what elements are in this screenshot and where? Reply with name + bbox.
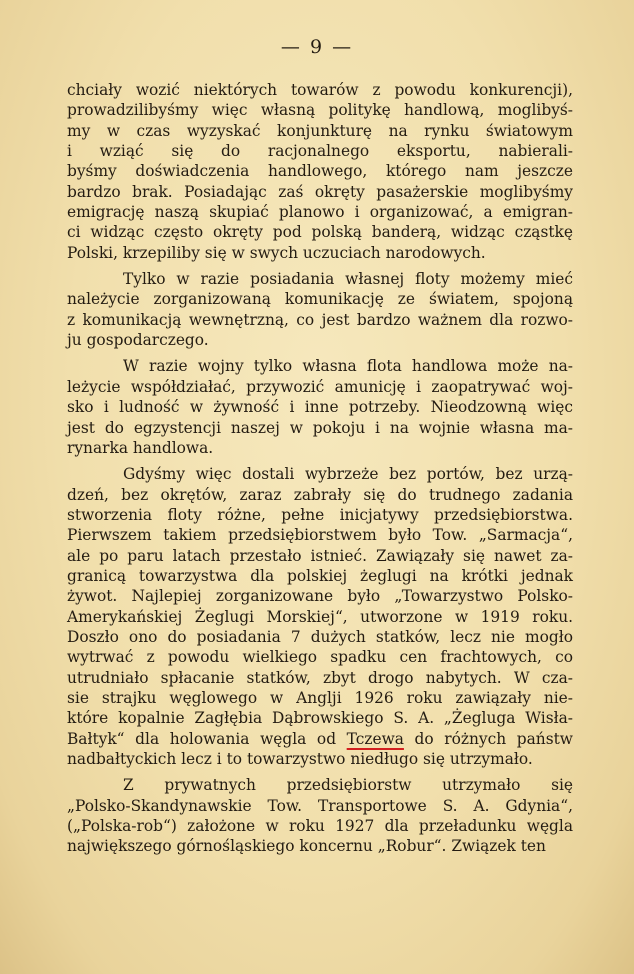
text-line: Doszło ono do posiadania 7 dużych statków, lecz nie mogło <box>67 627 573 646</box>
text-line: dzeń, bez okrętów, zaraz zabrały się do trudnego zadania <box>67 485 573 504</box>
text-line: byśmy doświadczenia handlowego, którego nam jeszcze <box>67 162 573 181</box>
text-line: które kopalnie Zagłębia Dąbrowskiego S. A. „Żegluga Wisła- <box>67 709 573 728</box>
text-line: Pierwszem takiem przedsiębiorstwem było Tow. „Sarmacja“, <box>67 526 573 545</box>
text-line: nadbałtyckich lecz i to towarzystwo niedługo się utrzymało. <box>67 750 533 768</box>
text-line: W razie wojny tylko własna flota handlowa może na- <box>123 357 573 376</box>
text-line: „Polsko-Skandynawskie Tow. Transportowe S. A. Gdynia“, <box>67 796 573 815</box>
text-line: Amerykańskiej Żeglugi Morskiej“, utworzone w 1919 roku. <box>67 607 573 626</box>
page-number: — 9 — <box>280 36 354 58</box>
text-line: żywot. Najlepiej zorganizowane było „Towarzystwo Polsko- <box>67 587 573 606</box>
text-line: utrudniało spłacanie statków, zbyt drogo nabytych. W cza- <box>67 668 573 687</box>
text-line: należycie zorganizowaną komunikację ze światem, spojoną <box>67 290 573 309</box>
text-line: ju gospodarczego. <box>67 331 209 350</box>
paragraph <box>67 269 573 350</box>
text-line: ale po paru latach przestało istnieć. Zawiązały się nawet za- <box>67 546 573 565</box>
paragraph <box>67 775 573 856</box>
text-line: leżycie współdziałać, przywozić amunicję i zaopatrywać woj- <box>67 377 573 396</box>
text-line: Bałtyk“ dla holowania węgla od Tczewa do różnych państw <box>67 729 573 748</box>
text-line: ci widząc często okręty pod polską banderą, widząc cząstkę <box>67 223 573 242</box>
text-line: prowadzilibyśmy więc własną politykę handlową, moglibyś- <box>67 101 573 120</box>
text-line: sie strajku węglowego w Anglji 1926 roku zawiązały nie- <box>67 688 573 707</box>
text-line: bardzo brak. Posiadając zaś okręty pasażerskie moglibyśmy <box>67 182 573 201</box>
text-line: rynarka handlowa. <box>67 438 214 457</box>
text-line: Z prywatnych przedsiębiorstw utrzymało się <box>123 776 573 795</box>
text-line: chciały wozić niektórych towarów z powodu konkurencji), <box>67 81 573 99</box>
text-line: emigrację naszą skupiać planowo i organizować, a emigran- <box>67 203 573 222</box>
paragraph <box>67 356 573 458</box>
text-line: („Polska-rob“) założone w roku 1927 dla przeładunku węgla <box>67 817 573 836</box>
text-line: stworzenia floty różne, pełne inicjatywy przedsiębiorstwa. <box>67 505 573 524</box>
text-line: wytrwać z powodu wielkiego spadku cen frachtowych, co <box>67 648 573 667</box>
red-underline-annotation: Tczewa <box>346 729 404 748</box>
paragraph <box>67 464 573 769</box>
text-line: i wziąć się do racjonalnego eksportu, nabierali- <box>67 142 573 161</box>
text-line: Polski, krzepiliby się w swych uczuciach narodowych. <box>67 243 486 262</box>
text-line: my w czas wyzyskać konjunkturę na rynku światowym <box>67 121 573 140</box>
body-text <box>67 80 573 857</box>
text-line: jest do egzystencji naszej w pokoju i na wojnie własna ma- <box>67 418 573 437</box>
text-line: z komunikacją wewnętrzną, co jest bardzo ważnem dla rozwo- <box>67 310 573 329</box>
text-line: granicą towarzystwa dla polskiej żeglugi na krótki jednak <box>67 566 573 585</box>
paragraph <box>67 80 573 263</box>
text-line: sko i ludność w żywność i inne potrzeby. Nieodzowną więc <box>67 398 573 417</box>
text-line: Gdyśmy więc dostali wybrzeże bez portów, bez urzą- <box>123 465 573 484</box>
text-line: Tylko w razie posiadania własnej floty możemy mieć <box>123 270 573 289</box>
text-line: największego górnośląskiego koncernu „Robur“. Związek ten <box>67 837 546 856</box>
